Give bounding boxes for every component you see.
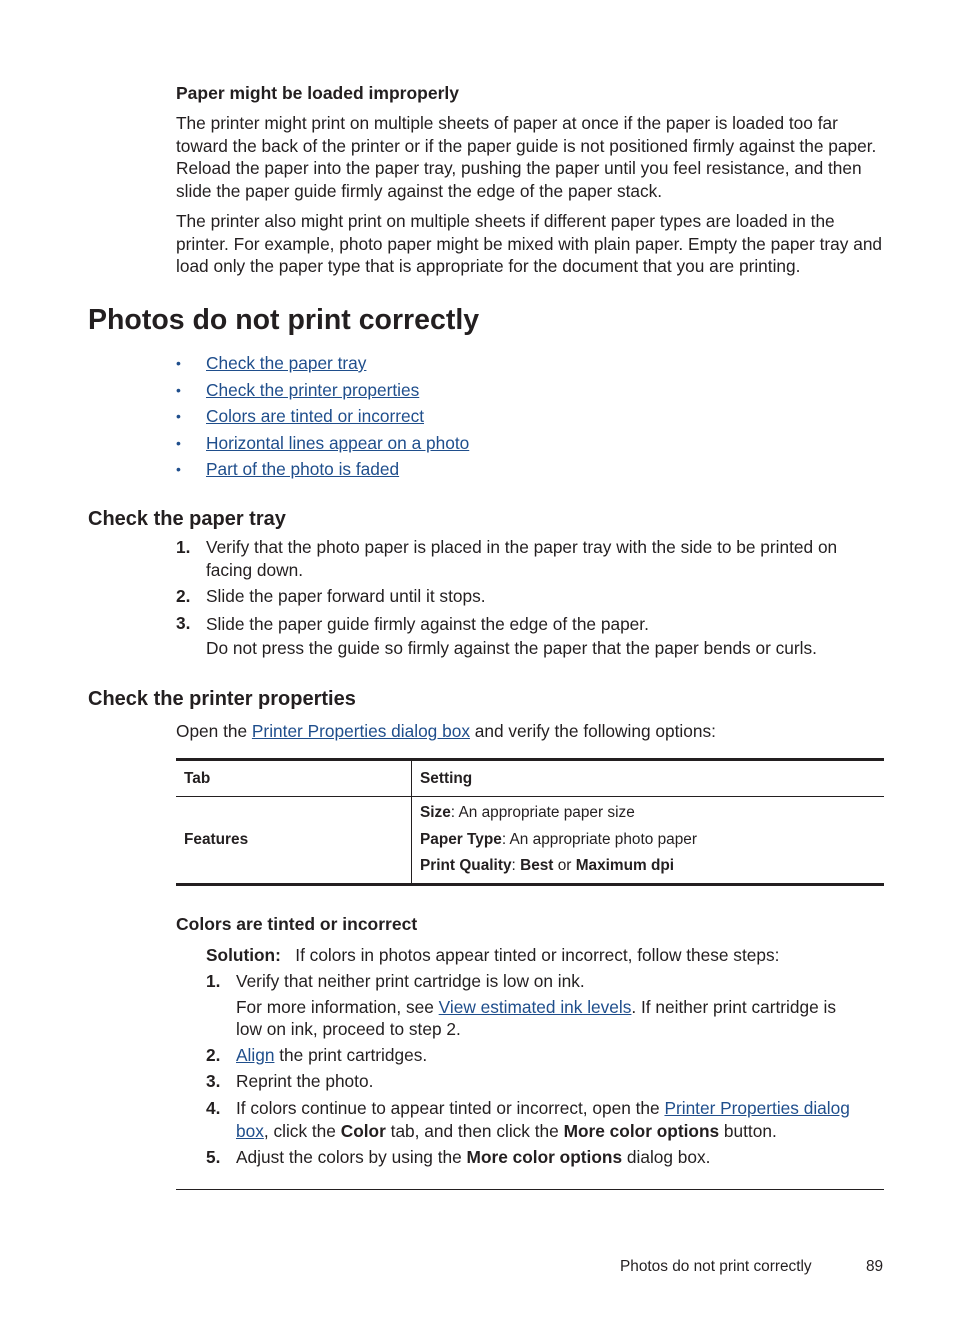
step-item (176, 585, 888, 609)
bullet-icon: • (176, 461, 181, 477)
subsection-heading: Paper might be loaded improperly (176, 83, 459, 103)
page-number: 89 (866, 1258, 884, 1275)
link-view-ink-levels[interactable]: View estimated ink levels (438, 996, 632, 1017)
text-span: tab, and then click the (385, 1120, 564, 1141)
step-text (206, 536, 896, 581)
step-number: 1. (176, 537, 191, 557)
text-span: Adjust the colors by using the (236, 1147, 467, 1167)
step-text (236, 970, 888, 1041)
text-span: If colors continue to appear tinted or incorrect, open the (236, 1098, 665, 1118)
setting-label: Size (420, 804, 451, 822)
list-item (176, 352, 676, 379)
solution-text: If colors in photos appear tinted or incorrect, follow these steps: (295, 945, 780, 965)
setting-separator: : (511, 857, 521, 875)
section-heading: Check the printer properties (88, 688, 356, 710)
step-text-line (236, 996, 888, 1019)
step-number: 5. (206, 1147, 221, 1167)
setting-paper-type (420, 827, 876, 854)
link-printer-properties-dialog-box[interactable]: box (236, 1120, 264, 1141)
text-span: For more information, see (236, 996, 439, 1017)
setting-value: Best (520, 857, 554, 875)
table-header-row (176, 760, 884, 797)
link-align[interactable]: Align (236, 1045, 275, 1065)
settings-table (176, 758, 884, 886)
text-span: button. (719, 1120, 777, 1141)
ui-term: More color options (466, 1147, 623, 1167)
column-header-setting: Setting (412, 760, 885, 797)
text-span: the print cartridges. (274, 1045, 428, 1065)
text-span: dialog box. (622, 1147, 711, 1167)
step-text-line: Verify that the photo paper is placed in the paper tray with the side to be printed on (206, 537, 838, 557)
step-text: Slide the paper forward until it stops. (206, 586, 486, 606)
table-cell-tab: Features (176, 797, 412, 885)
text-span: and verify the following options: (469, 721, 716, 741)
text-span: . If neither print cartridge is (631, 996, 836, 1017)
setting-separator: or (553, 857, 576, 875)
link-check-printer-properties[interactable]: Check the printer properties (206, 379, 420, 400)
table-row (176, 797, 884, 885)
bullet-icon: • (176, 381, 181, 398)
step-number: 2. (176, 586, 191, 606)
step-item (206, 970, 888, 1040)
step-text-line: Slide the paper guide firmly against the edge of the paper. (206, 614, 649, 634)
step-number: 2. (206, 1045, 221, 1065)
bullet-icon: • (176, 434, 181, 451)
link-printer-properties-dialog[interactable]: Printer Properties dialog (664, 1098, 850, 1118)
table-cell-setting (412, 797, 885, 885)
step-item (206, 1146, 888, 1170)
step-text (236, 1044, 427, 1067)
setting-label: Paper Type (420, 830, 502, 848)
link-check-paper-tray[interactable]: Check the paper tray (206, 353, 367, 373)
topic-link-list (176, 352, 676, 485)
step-number: 1. (206, 971, 221, 991)
list-item (176, 405, 676, 432)
subsection-heading: Colors are tinted or incorrect (176, 914, 418, 934)
step-item (206, 1070, 888, 1094)
step-item (206, 1044, 888, 1068)
text-span: Open the (176, 721, 252, 741)
step-number: 3. (176, 613, 191, 633)
link-horizontal-lines[interactable]: Horizontal lines appear on a photo (206, 432, 470, 453)
footer-section-title: Photos do not print correctly (620, 1258, 812, 1275)
step-number: 3. (206, 1071, 221, 1091)
solution-label: Solution: (206, 945, 281, 965)
setting-size (420, 800, 876, 827)
step-text (236, 1097, 888, 1142)
paragraph: The printer also might print on multiple sheets if different paper types are loaded in the printer. For example, photo paper might be mixed with plain paper. Empty the paper tray and load only the paper type that is appropriate for the document that you are printing. (176, 211, 883, 276)
ui-term: Color (340, 1120, 386, 1141)
step-text (236, 1146, 710, 1169)
text-span: , click the (263, 1120, 341, 1141)
step-item (176, 612, 888, 658)
section-heading: Check the paper tray (88, 508, 286, 530)
setting-value: : An appropriate photo paper (501, 830, 697, 848)
list-item (176, 432, 676, 459)
step-text-line: low on ink, proceed to step 2. (236, 1019, 461, 1039)
footer-divider (176, 1189, 884, 1190)
step-text: Reprint the photo. (236, 1071, 374, 1091)
step-item (176, 536, 888, 582)
page-title: Photos do not print correctly (88, 304, 480, 336)
step-text-line: Verify that neither print cartridge is low on ink. (236, 971, 585, 991)
ui-term: More color options (563, 1120, 720, 1141)
link-colors-tinted[interactable]: Colors are tinted or incorrect (206, 406, 425, 426)
setting-label: Print Quality (420, 857, 512, 875)
list-item (176, 379, 676, 406)
bullet-icon: • (176, 408, 181, 424)
setting-value: Maximum dpi (575, 857, 675, 875)
link-printer-properties-dialog[interactable]: Printer Properties dialog box (251, 721, 470, 741)
link-photo-faded[interactable]: Part of the photo is faded (206, 459, 400, 479)
step-text-line: Do not press the guide so firmly against the paper that the paper bends or curls. (206, 638, 817, 658)
bullet-icon: • (176, 355, 181, 371)
column-header-tab: Tab (176, 760, 412, 797)
paragraph: The printer might print on multiple sheets of paper at once if the paper is loaded too far toward the back of the printer or if the paper guide is not positioned firmly against the paper. Reload the paper into the paper tray, pushing the paper until you feel resistance, and then slide the paper guide firmly against the edge of the paper stack. (176, 113, 877, 201)
setting-print-quality (420, 853, 876, 880)
paragraph (176, 720, 716, 743)
step-item (206, 1097, 888, 1143)
step-number: 4. (206, 1098, 221, 1118)
step-text (206, 612, 896, 660)
solution-paragraph (206, 944, 779, 967)
step-text-line: facing down. (206, 559, 304, 580)
list-item (176, 458, 676, 485)
setting-value: : An appropriate paper size (450, 804, 635, 822)
